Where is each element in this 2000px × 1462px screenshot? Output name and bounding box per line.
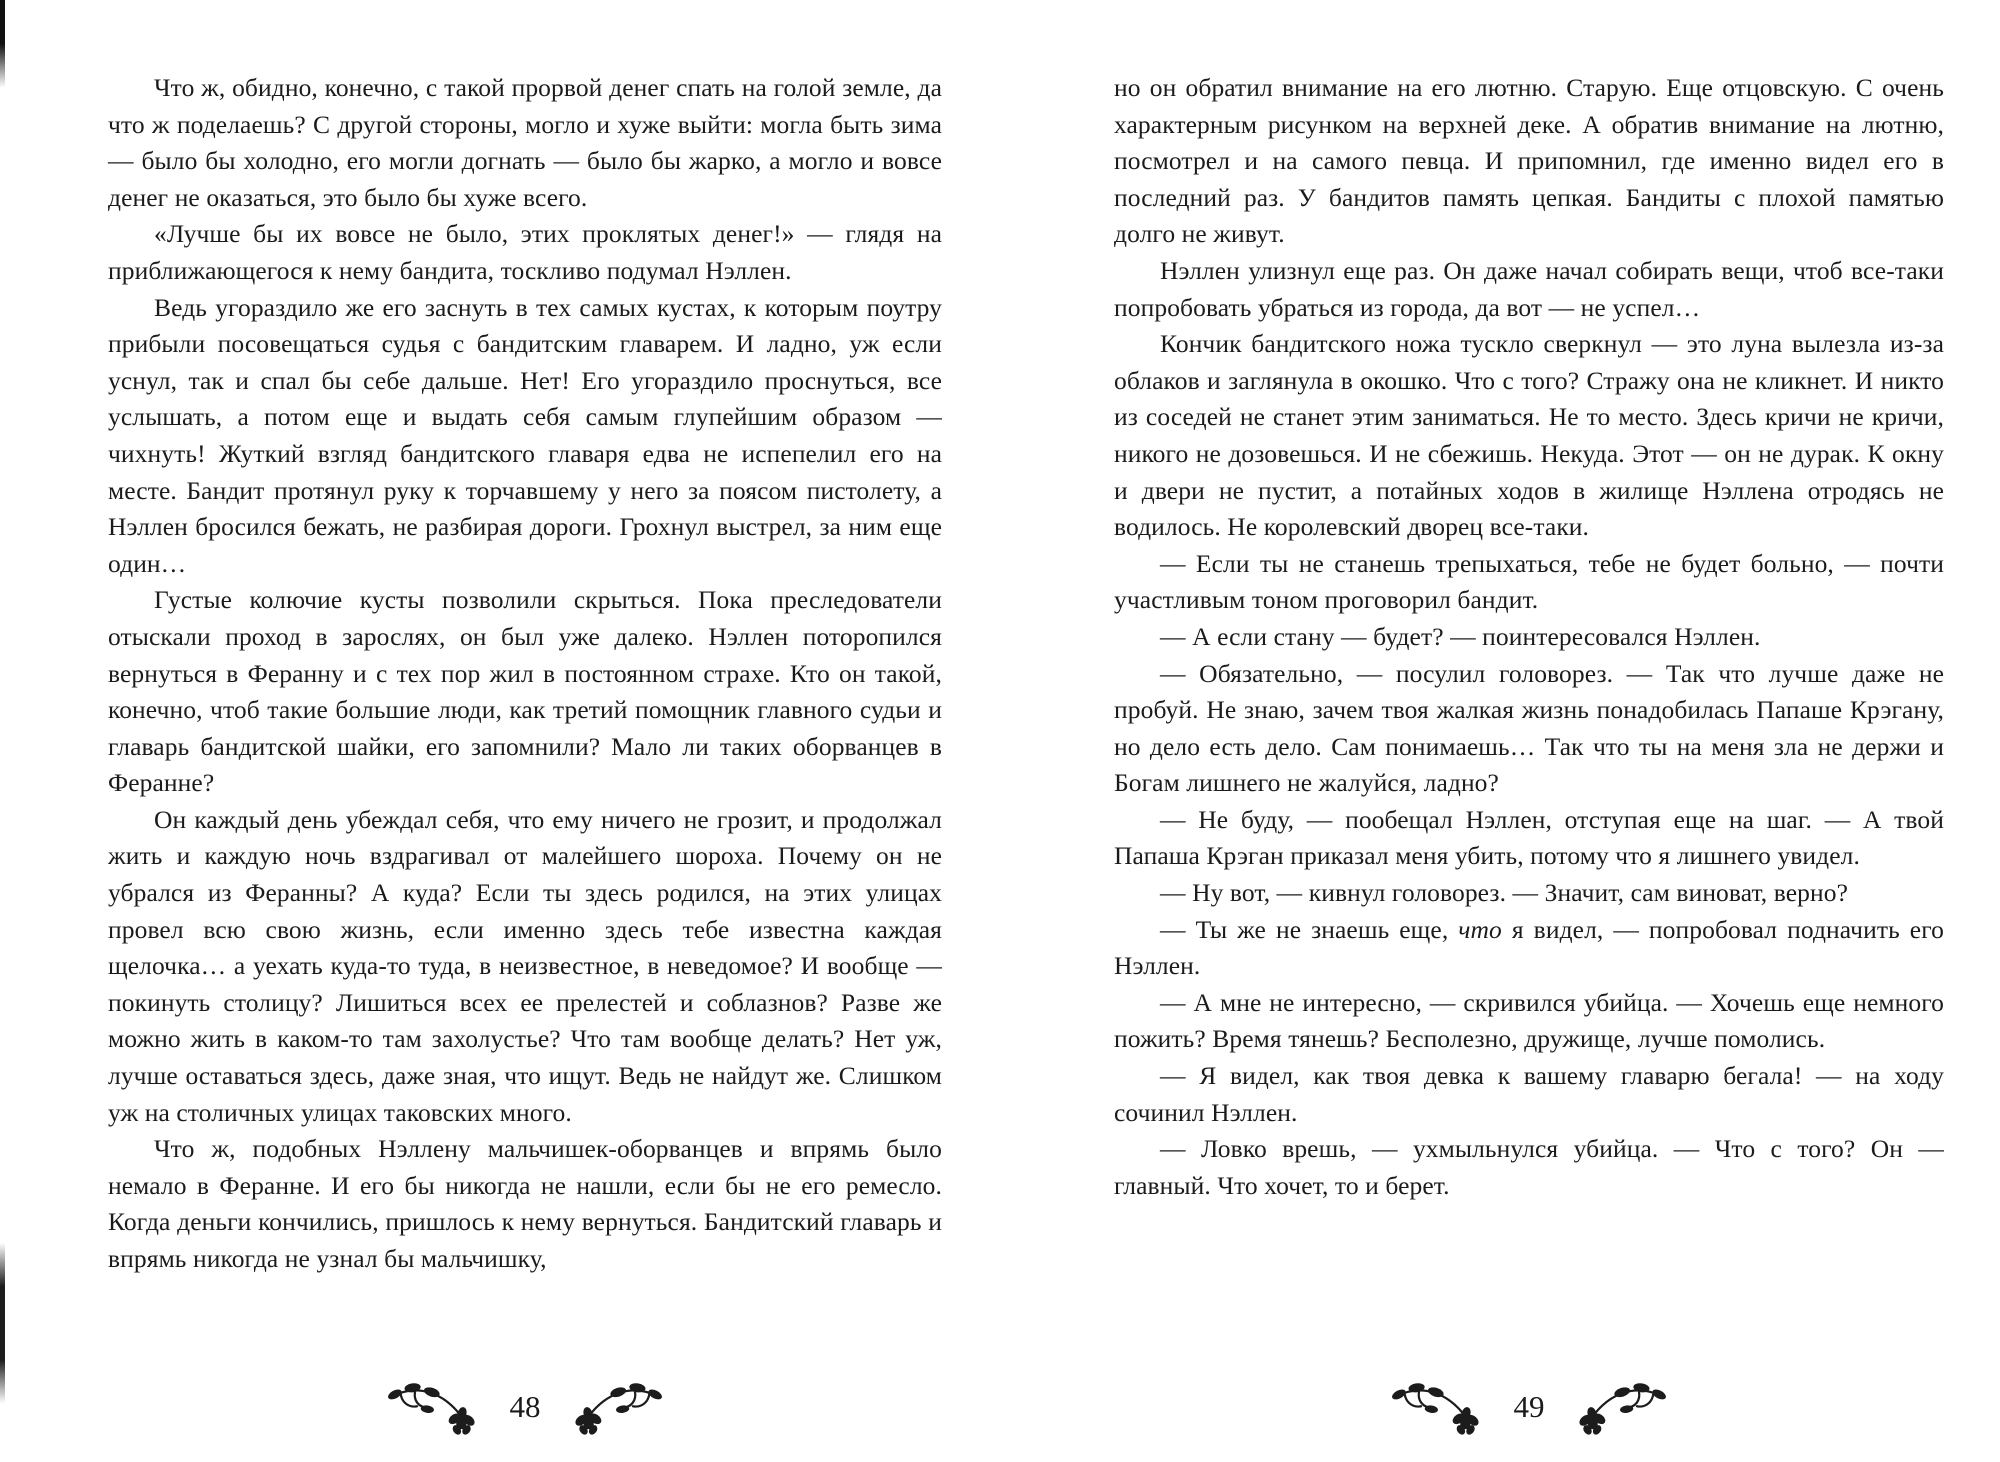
- paragraph: — Ловко врешь, — ухмыльнулся убийца. — Что с того? Он — главный. Что хочет, то и берет.: [1114, 1134, 1944, 1200]
- paragraph: — Если ты не станешь трепыхаться, тебе не будет больно, — почти участливым тоном проговорил бандит.: [1114, 548, 1944, 615]
- page-right-footer: [1114, 1378, 1944, 1436]
- page-left-footer: [108, 1378, 942, 1436]
- paragraph: но он обратил внимание на его лютню. Старую. Еще отцовскую. С очень характерным рисунком на верхней деке. А обратив внимание на лютню, посмотрел и на самого певца. И припомнил, где именно видел его в последний раз. У бандитов память цепкая. Бандиты с плохой памятью долго не живут.: [1114, 73, 1944, 249]
- floral-ornament-icon: [1390, 1378, 1486, 1436]
- page-left-text: [108, 0, 942, 1278]
- scan-edge-artifact: [0, 0, 5, 1462]
- paragraph: — Я видел, как твоя девка к вашему главарю бегала! — на ходу сочинил Нэллен.: [1114, 1061, 1944, 1127]
- paragraph: — Ну вот, — кивнул головорез. — Значит, сам виноват, верно?: [1160, 878, 1849, 908]
- paragraph: Кончик бандитского ножа тускло сверкнул — это луна вылезла из-за облаков и заглянула в окошко. Что с того? Стражу она не кликнет. И никто из соседей не станет этим заниматься. Не то место. Здесь кричи не кричи, никого не дозовешься. И не сбежишь. Некуда. Этот — он не дурак. К окну и двери не пустит, а потайных ходов в жилище Нэллена отродясь не водилось. Не королевский дворец все-таки.: [1114, 329, 1944, 542]
- paragraph: — А мне не интересно, — скривился убийца. — Хочешь еще немного пожить? Время тянешь? Бесполезно, дружище, лучше помолись.: [1114, 987, 1944, 1054]
- paragraph: Густые колючие кусты позволили скрыться. Пока преследователи отыскали проход в зарослях, он был уже далеко. Нэллен поторопился вернуться в Феранну и с тех пор жил в постоянном страхе. Кто он такой, конечно, чтоб такие большие люди, как третий помощник главного судьи и главарь бандитской шайки, его запомнили? Мало ли таких оборванцев в Феранне?: [108, 585, 942, 798]
- page-right-text: [1114, 0, 1944, 1204]
- paragraph: — А если стану — будет? — поинтересовался Нэллен.: [1160, 621, 1761, 651]
- page-number-right: 49: [1513, 1389, 1545, 1424]
- floral-ornament-icon: [1572, 1378, 1668, 1436]
- paragraph: — Не буду, — пообещал Нэллен, отступая еще на шаг. — А твой Папаша Крэган приказал меня убить, потому что я лишнего увидел.: [1114, 804, 1944, 871]
- paragraph: Ведь угораздило же его заснуть в тех самых кустах, к которым поутру прибыли посовещаться судья с бандитским главарем. И ладно, уж если уснул, так и спал бы себе дальше. Нет! Его угораздило проснуться, все услышать, а потом еще и выдать себя самым глупейшим образом — чихнуть! Жуткий взгляд бандитского главаря едва не испепелил его на месте. Бандит протянул руку к торчавшему у него за поясом пистолету, а Нэллен бросился бежать, не разбирая дороги. Грохнул выстрел, за ним еще один…: [108, 292, 942, 578]
- paragraph: Что ж, подобных Нэллену мальчишек-оборванцев и впрямь было немало в Феранне. И его бы никогда не нашли, если бы не его ремесло. Когда деньги кончились, пришлось к нему вернуться. Бандитский главарь и впрямь никогда не узнал бы мальчишку,: [108, 1134, 942, 1273]
- floral-ornament-icon: [568, 1378, 664, 1436]
- page-left: [108, 0, 942, 1462]
- paragraph: Нэллен улизнул еще раз. Он даже начал собирать вещи, чтоб все-таки попробовать убраться из города, да вот — не успел…: [1114, 255, 1944, 322]
- paragraph: Он каждый день убеждал себя, что ему ничего не грозит, и продолжал жить и каждую ночь вздрагивал от малейшего шороха. Почему он не убрался из Феранны? А куда? Если ты здесь родился, на этих улицах провел всю свою жизнь, если именно здесь тебе известна каждая щелочка… а уехать куда-то туда, в неизвестное, в неведомое? И вообще — покинуть столицу? Лишиться всех ее прелестей и соблазнов? Разве же можно жить в каком-то там захолустье? Что там вообще делать? Нет уж, лучше оставаться здесь, даже зная, что ищут. Ведь не найдут же. Слишком уж на столичных улицах таковских много.: [108, 804, 942, 1127]
- paragraph: Что ж, обидно, конечно, с такой прорвой денег спать на голой земле, да что ж поделаешь? С другой стороны, могло и хуже выйти: могла быть зима — было бы холодно, его могли догнать — было бы жарко, а могло и вовсе денег не оказаться, это было бы хуже всего.: [108, 73, 942, 212]
- floral-ornament-icon: [386, 1378, 482, 1436]
- paragraph: — Обязательно, — посулил головорез. — Так что лучше даже не пробуй. Не знаю, зачем твоя жалкая жизнь понадобилась Папаше Крэгану, но дело есть дело. Сам понимаешь… Так что ты на меня зла не держи и Богам лишнего не жалуйся, ладно?: [1114, 658, 1944, 798]
- page-right: [1114, 0, 1944, 1462]
- paragraph: — Ты же не знаешь еще, что я видел, — попробовал подначить его Нэллен.: [1114, 914, 1944, 981]
- page-number-left: 48: [509, 1389, 541, 1424]
- paragraph: «Лучше бы их вовсе не было, этих проклятых денег!» — глядя на приближающегося к нему бандита, тоскливо подумал Нэллен.: [108, 219, 942, 285]
